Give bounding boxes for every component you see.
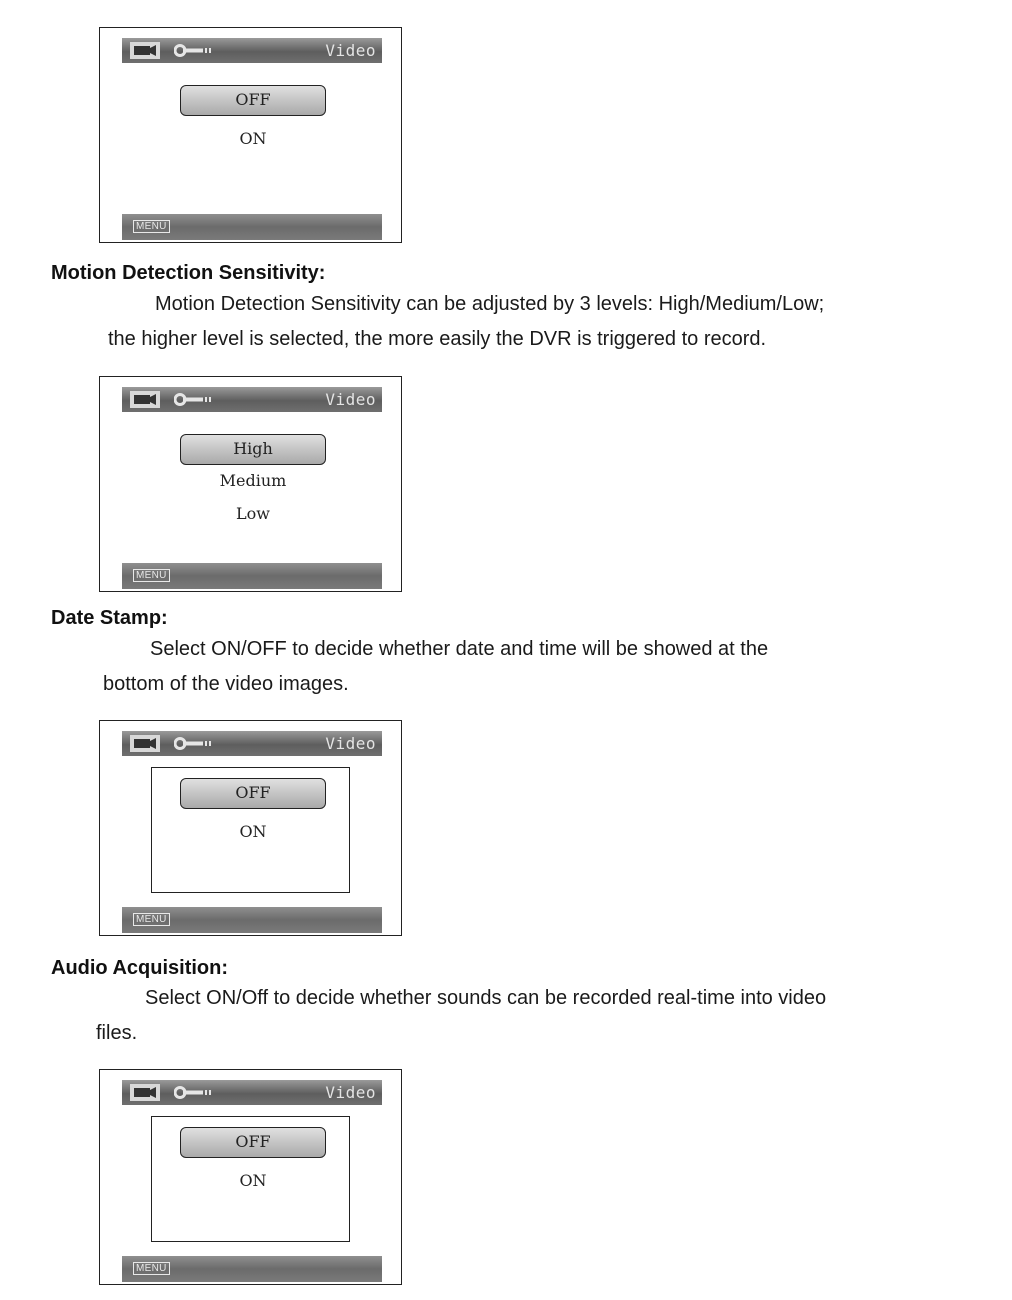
option-list <box>180 778 326 850</box>
section-heading-audio-acquisition: Audio Acquisition: <box>51 957 229 979</box>
option-list <box>180 85 326 157</box>
menu-button[interactable]: MENU <box>133 913 170 926</box>
menu-title-bar <box>122 38 382 63</box>
section-heading-motion-sensitivity: Motion Detection Sensitivity: <box>51 262 326 284</box>
option-off[interactable]: OFF <box>180 85 326 116</box>
video-camera-icon[interactable] <box>130 735 160 752</box>
option-on[interactable]: ON <box>239 822 267 841</box>
menu-button[interactable]: MENU <box>133 1262 170 1275</box>
option-low[interactable]: Low <box>236 504 270 523</box>
menu-footer-bar <box>122 907 382 933</box>
wrench-icon[interactable] <box>174 736 214 751</box>
option-off[interactable]: OFF <box>180 1127 326 1158</box>
section-heading-date-stamp: Date Stamp: <box>51 607 168 629</box>
wrench-icon[interactable] <box>174 392 214 407</box>
menu-button[interactable]: MENU <box>133 220 170 233</box>
screen-title: Video <box>325 1083 376 1102</box>
section-text-line: files. <box>96 1022 138 1044</box>
option-on[interactable]: ON <box>239 1171 267 1190</box>
section-text-line: Select ON/OFF to decide whether date and time will be showed at the <box>150 638 769 660</box>
video-camera-icon[interactable] <box>130 1084 160 1101</box>
menu-button[interactable]: MENU <box>133 569 170 582</box>
section-text-line: Motion Detection Sensitivity can be adjusted by 3 levels: High/Medium/Low; <box>155 293 825 315</box>
screen-title: Video <box>325 390 376 409</box>
section-text-line: Select ON/Off to decide whether sounds can be recorded real-time into video <box>145 987 827 1009</box>
menu-footer-bar <box>122 214 382 240</box>
option-high[interactable]: High <box>180 434 326 465</box>
menu-screen-4 <box>99 1069 402 1285</box>
screen-title: Video <box>325 41 376 60</box>
menu-title-bar <box>122 1080 382 1105</box>
option-on[interactable]: ON <box>239 129 267 148</box>
screen-title: Video <box>325 734 376 753</box>
menu-footer-bar <box>122 563 382 589</box>
section-text-line: bottom of the video images. <box>103 673 349 695</box>
menu-screen-3 <box>99 720 402 936</box>
wrench-icon[interactable] <box>174 1085 214 1100</box>
option-off[interactable]: OFF <box>180 778 326 809</box>
menu-title-bar <box>122 731 382 756</box>
section-text-line: the higher level is selected, the more easily the DVR is triggered to record. <box>108 328 767 350</box>
video-camera-icon[interactable] <box>130 391 160 408</box>
option-list <box>180 1127 326 1199</box>
wrench-icon[interactable] <box>174 43 214 58</box>
menu-footer-bar <box>122 1256 382 1282</box>
video-camera-icon[interactable] <box>130 42 160 59</box>
menu-title-bar <box>122 387 382 412</box>
menu-screen-1 <box>99 27 402 243</box>
option-list <box>180 434 326 532</box>
menu-screen-2 <box>99 376 402 592</box>
option-medium[interactable]: Medium <box>219 471 287 490</box>
